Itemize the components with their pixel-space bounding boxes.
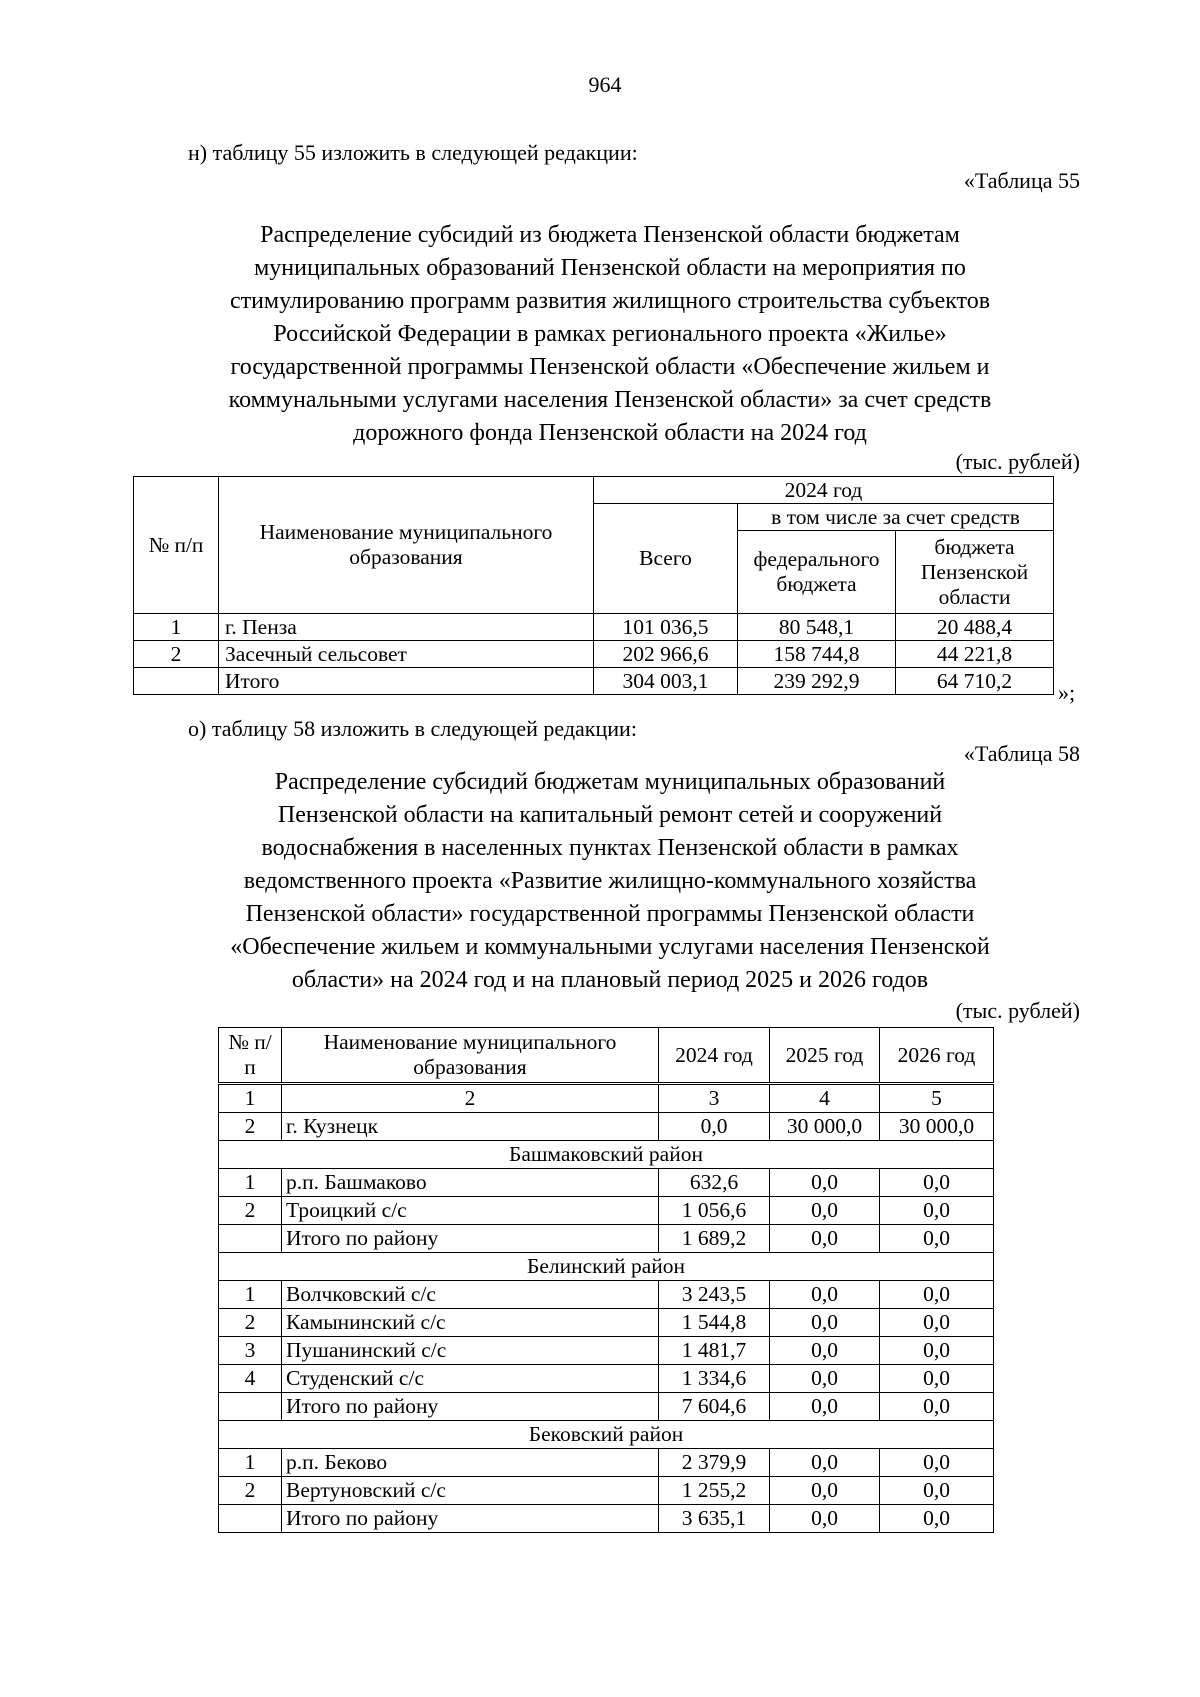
header-name: Наименование муниципального образования (219, 477, 594, 614)
cell-v2025: 0,0 (770, 1225, 880, 1253)
title-line: муниципальных образований Пензенской области на мероприятия по (254, 255, 966, 281)
title-line: области» на 2024 год и на плановый период 2025 и 2026 годов (291, 967, 929, 993)
section-row (219, 1253, 994, 1281)
cell-v2024: 0,0 (659, 1113, 770, 1141)
cell-v2024: 3 (659, 1084, 770, 1113)
title-line: дорожного фонда Пензенской области на 2024 год (353, 420, 867, 446)
table55-units: (тыс. рублей) (955, 449, 1080, 474)
cell-federal: 239 292,9 (738, 668, 896, 695)
cell-v2024: 1 689,2 (659, 1225, 770, 1253)
cell-v2026: 0,0 (880, 1393, 994, 1421)
table-row (134, 614, 1054, 641)
cell-v2026: 0,0 (880, 1197, 994, 1225)
table-row (219, 1393, 994, 1421)
cell-num: 1 (134, 614, 219, 641)
header-2026: 2026 год (880, 1028, 994, 1084)
cell-v2026: 0,0 (880, 1365, 994, 1393)
cell-num: 2 (219, 1477, 282, 1505)
table55-title (140, 219, 1080, 450)
cell-name: Итого по району (282, 1393, 659, 1421)
cell-v2024: 7 604,6 (659, 1393, 770, 1421)
table-row (219, 1365, 994, 1393)
cell-num (219, 1505, 282, 1533)
amendment-o-text: о) таблицу 58 изложить в следующей редакции: (188, 716, 637, 741)
cell-num: 3 (219, 1337, 282, 1365)
table58 (218, 1027, 994, 1533)
cell-num (134, 668, 219, 695)
cell-num (219, 1393, 282, 1421)
table-row (219, 1477, 994, 1505)
cell-v2025: 4 (770, 1084, 880, 1113)
cell-name: Троицкий с/с (282, 1197, 659, 1225)
cell-num: 2 (219, 1113, 282, 1141)
cell-v2026: 0,0 (880, 1169, 994, 1197)
title-line: водоснабжения в населенных пунктах Пензенской области в рамках (261, 835, 959, 861)
cell-v2024: 3 243,5 (659, 1281, 770, 1309)
header-regional: бюджета Пензенской области (896, 531, 1054, 614)
table-row (134, 641, 1054, 668)
cell-v2024: 1 334,6 (659, 1365, 770, 1393)
page-number: 964 (588, 72, 622, 97)
cell-v2024: 1 255,2 (659, 1477, 770, 1505)
cell-v2026: 0,0 (880, 1281, 994, 1309)
title-line: ведомственного проекта «Развитие жилищно-коммунального хозяйства (243, 868, 977, 894)
table55-label: «Таблица 55 (963, 168, 1080, 193)
cell-num: 4 (219, 1365, 282, 1393)
cell-v2024: 1 481,7 (659, 1337, 770, 1365)
cell-v2024: 1 544,8 (659, 1309, 770, 1337)
cell-v2025: 30 000,0 (770, 1113, 880, 1141)
cell-v2026: 0,0 (880, 1477, 994, 1505)
header-2025: 2025 год (770, 1028, 880, 1084)
cell-name: р.п. Беково (282, 1449, 659, 1477)
cell-total: 304 003,1 (594, 668, 738, 695)
header-num: № п/п (134, 477, 219, 614)
cell-num: 1 (219, 1169, 282, 1197)
table-row (219, 1505, 994, 1533)
title-line: Распределение субсидий бюджетам муниципальных образований (274, 769, 946, 795)
header-name: Наименование муниципального образования (282, 1028, 659, 1084)
cell-v2025: 0,0 (770, 1449, 880, 1477)
amendment-n-text: н) таблицу 55 изложить в следующей редакции: (188, 140, 638, 165)
cell-v2025: 0,0 (770, 1393, 880, 1421)
cell-name: Засечный сельсовет (219, 641, 594, 668)
title-line: «Обеспечение жильем и коммунальными услугами населения Пензенской (230, 934, 990, 960)
cell-num: 1 (219, 1084, 282, 1113)
cell-v2024: 3 635,1 (659, 1505, 770, 1533)
table-row (219, 1309, 994, 1337)
table-row (134, 668, 1054, 695)
header-including: в том числе за счет средств (738, 504, 1054, 531)
cell-v2026: 0,0 (880, 1449, 994, 1477)
table-row (219, 1281, 994, 1309)
cell-name: г. Пенза (219, 614, 594, 641)
cell-v2024: 632,6 (659, 1169, 770, 1197)
cell-name: Итого по району (282, 1225, 659, 1253)
cell-v2026: 0,0 (880, 1225, 994, 1253)
cell-total: 101 036,5 (594, 614, 738, 641)
title-line: стимулированию программ развития жилищного строительства субъектов (229, 288, 991, 314)
cell-total: 202 966,6 (594, 641, 738, 668)
cell-v2026: 30 000,0 (880, 1113, 994, 1141)
title-line: Пензенской области» государственной программы Пензенской области (245, 901, 975, 927)
title-line: Пензенской области на капитальный ремонт сетей и сооружений (277, 802, 943, 828)
cell-v2024: 1 056,6 (659, 1197, 770, 1225)
cell-v2026: 5 (880, 1084, 994, 1113)
header-total: Всего (594, 504, 738, 614)
table55 (133, 476, 1054, 695)
header-federal: федерального бюджета (738, 531, 896, 614)
cell-name: Студенский с/с (282, 1365, 659, 1393)
table-row (219, 1113, 994, 1141)
cell-num: 1 (219, 1281, 282, 1309)
section-row (219, 1141, 994, 1169)
table58-label: «Таблица 58 (963, 741, 1080, 766)
cell-regional: 64 710,2 (896, 668, 1054, 695)
cell-name: р.п. Башмаково (282, 1169, 659, 1197)
title-line: Российской Федерации в рамках регионального проекта «Жилье» (273, 321, 947, 347)
header-num: № п/п (219, 1028, 282, 1084)
title-line: Распределение субсидий из бюджета Пензенской области бюджетам (260, 222, 960, 248)
title-line: коммунальными услугами населения Пензенской области» за счет средств (228, 387, 992, 413)
cell-name: Камынинский с/с (282, 1309, 659, 1337)
cell-num (219, 1225, 282, 1253)
cell-name: Вертуновский с/с (282, 1477, 659, 1505)
section-title: Белинский район (219, 1253, 994, 1281)
header-2024: 2024 год (659, 1028, 770, 1084)
cell-num: 2 (219, 1309, 282, 1337)
section-row (219, 1421, 994, 1449)
cell-num: 2 (134, 641, 219, 668)
table-row (219, 1449, 994, 1477)
cell-v2026: 0,0 (880, 1505, 994, 1533)
table-row (219, 1169, 994, 1197)
section-title: Бековский район (219, 1421, 994, 1449)
table-row (219, 1197, 994, 1225)
table58-units: (тыс. рублей) (955, 998, 1080, 1023)
cell-name: Пушанинский с/с (282, 1337, 659, 1365)
table-row (219, 1225, 994, 1253)
cell-v2025: 0,0 (770, 1337, 880, 1365)
cell-v2025: 0,0 (770, 1365, 880, 1393)
cell-num: 1 (219, 1449, 282, 1477)
cell-v2026: 0,0 (880, 1337, 994, 1365)
table-row (219, 1084, 994, 1113)
cell-name: 2 (282, 1084, 659, 1113)
cell-v2025: 0,0 (770, 1477, 880, 1505)
cell-v2025: 0,0 (770, 1309, 880, 1337)
table58-title (140, 766, 1080, 997)
header-year: 2024 год (594, 477, 1054, 504)
cell-v2025: 0,0 (770, 1197, 880, 1225)
cell-v2025: 0,0 (770, 1169, 880, 1197)
cell-num: 2 (219, 1197, 282, 1225)
cell-federal: 80 548,1 (738, 614, 896, 641)
cell-name: г. Кузнецк (282, 1113, 659, 1141)
cell-v2025: 0,0 (770, 1281, 880, 1309)
table55-closing: »; (1058, 680, 1076, 705)
cell-name: Волчковский с/с (282, 1281, 659, 1309)
cell-regional: 44 221,8 (896, 641, 1054, 668)
cell-federal: 158 744,8 (738, 641, 896, 668)
cell-v2026: 0,0 (880, 1309, 994, 1337)
cell-v2025: 0,0 (770, 1505, 880, 1533)
section-title: Башмаковский район (219, 1141, 994, 1169)
cell-v2024: 2 379,9 (659, 1449, 770, 1477)
cell-regional: 20 488,4 (896, 614, 1054, 641)
table-row (219, 1337, 994, 1365)
cell-name: Итого по району (282, 1505, 659, 1533)
title-line: государственной программы Пензенской области «Обеспечение жильем и (230, 354, 990, 380)
cell-name: Итого (219, 668, 594, 695)
